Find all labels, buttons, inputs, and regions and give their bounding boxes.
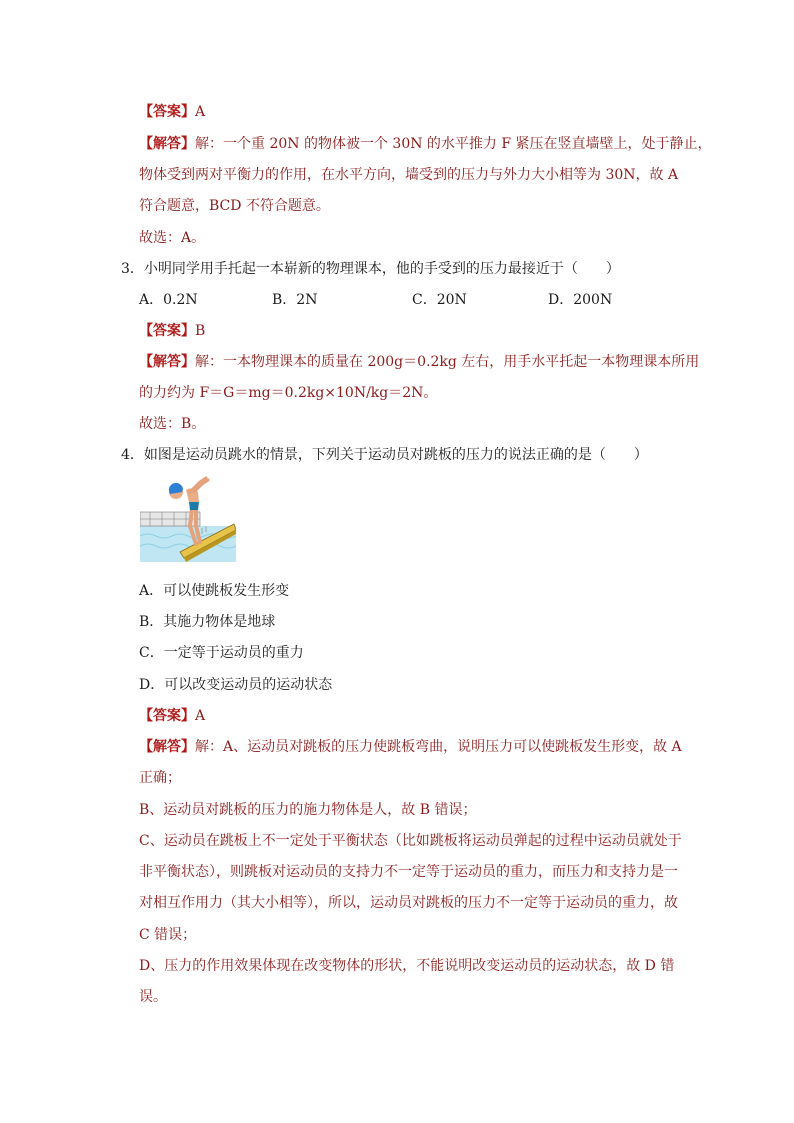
q2-analysis-line-1 — [139, 134, 712, 154]
q2-answer-line — [139, 102, 205, 122]
q2-answer-value: A — [195, 104, 206, 120]
q3-conclusion: 故选：B。 — [139, 416, 206, 432]
q4-answer-value: A — [195, 708, 206, 724]
q4-analysis-text-6: 对相互作用力（其大小相等），所以，运动员对跳板的压力不一定等于运动员的重力，故 — [139, 895, 678, 911]
q4-option-d: D．可以改变运动员的运动状态 — [139, 677, 333, 693]
q4-option-a: A．可以使跳板发生形变 — [139, 583, 290, 599]
diver-on-springboard-icon — [140, 474, 236, 562]
q4-analysis-text-4: C、运动员在跳板上不一定处于平衡状态（比如跳板将运动员弹起的过程中运动员就处于 — [139, 833, 682, 849]
q3-option-c: C．20N — [412, 292, 467, 308]
q4-analysis-line-1 — [139, 737, 682, 757]
q3-analysis-text-2: 的力约为 F＝G＝mg＝0.2kg×10N/kg＝2N。 — [139, 385, 438, 401]
q2-analysis-tag: 【解答】 — [139, 136, 195, 152]
q4-analysis-text-7: C 错误； — [139, 927, 197, 943]
q2-analysis-text-3: 符合题意，BCD 不符合题意。 — [139, 198, 330, 214]
q4-analysis-text-3: B、运动员对跳板的压力的施力物体是人，故 B 错误； — [139, 802, 477, 818]
q4-stem: 4．如图是运动员跳水的情景，下列关于运动员对跳板的压力的说法正确的是（ ） — [121, 447, 648, 463]
q4-answer-tag: 【答案】 — [139, 708, 195, 724]
q4-answer-line — [139, 706, 205, 726]
q2-analysis-text-2: 物体受到两对平衡力的作用，在水平方向，墙受到的压力与外力大小相等为 30N，故 A — [139, 167, 679, 183]
q3-option-b: B．2N — [272, 292, 318, 308]
q4-analysis-text-5: 非平衡状态），则跳板对运动员的支持力不一定等于运动员的重力，而压力和支持力是一 — [139, 864, 678, 880]
q3-analysis-tag: 【解答】 — [139, 354, 195, 370]
q3-option-d: D．200N — [548, 292, 613, 308]
q4-option-c: C．一定等于运动员的重力 — [139, 645, 304, 661]
q4-analysis-text-9: 误。 — [139, 989, 167, 1005]
q3-answer-value: B — [195, 323, 206, 339]
q3-analysis-line-1 — [139, 352, 699, 372]
q4-analysis-text-1: 解：A、运动员对跳板的压力使跳板弯曲，说明压力可以使跳板发生形变，故 A — [195, 739, 682, 755]
q4-analysis-tag: 【解答】 — [139, 739, 195, 755]
q3-stem: 3．小明同学用手托起一本崭新的物理课本，他的手受到的压力最接近于（ ） — [121, 261, 620, 277]
q4-option-b: B．其施力物体是地球 — [139, 614, 276, 630]
q3-analysis-text-1: 解：一本物理课本的质量在 200g＝0.2kg 左右，用手水平托起一本物理课本所用 — [195, 354, 700, 370]
q4-analysis-text-2: 正确； — [139, 770, 181, 786]
q4-analysis-text-8: D、压力的作用效果体现在改变物体的形状，不能说明改变运动员的运动状态，故 D 错 — [139, 958, 675, 974]
q2-answer-tag: 【答案】 — [139, 104, 195, 120]
q2-conclusion: 故选：A。 — [139, 230, 206, 246]
q3-answer-tag: 【答案】 — [139, 323, 195, 339]
q2-analysis-text-1: 解：一个重 20N 的物体被一个 30N 的水平推力 F 紧压在竖直墙壁上，处于静止， — [195, 136, 712, 152]
q3-option-a: A．0.2N — [139, 292, 198, 308]
q3-answer-line — [139, 321, 205, 341]
